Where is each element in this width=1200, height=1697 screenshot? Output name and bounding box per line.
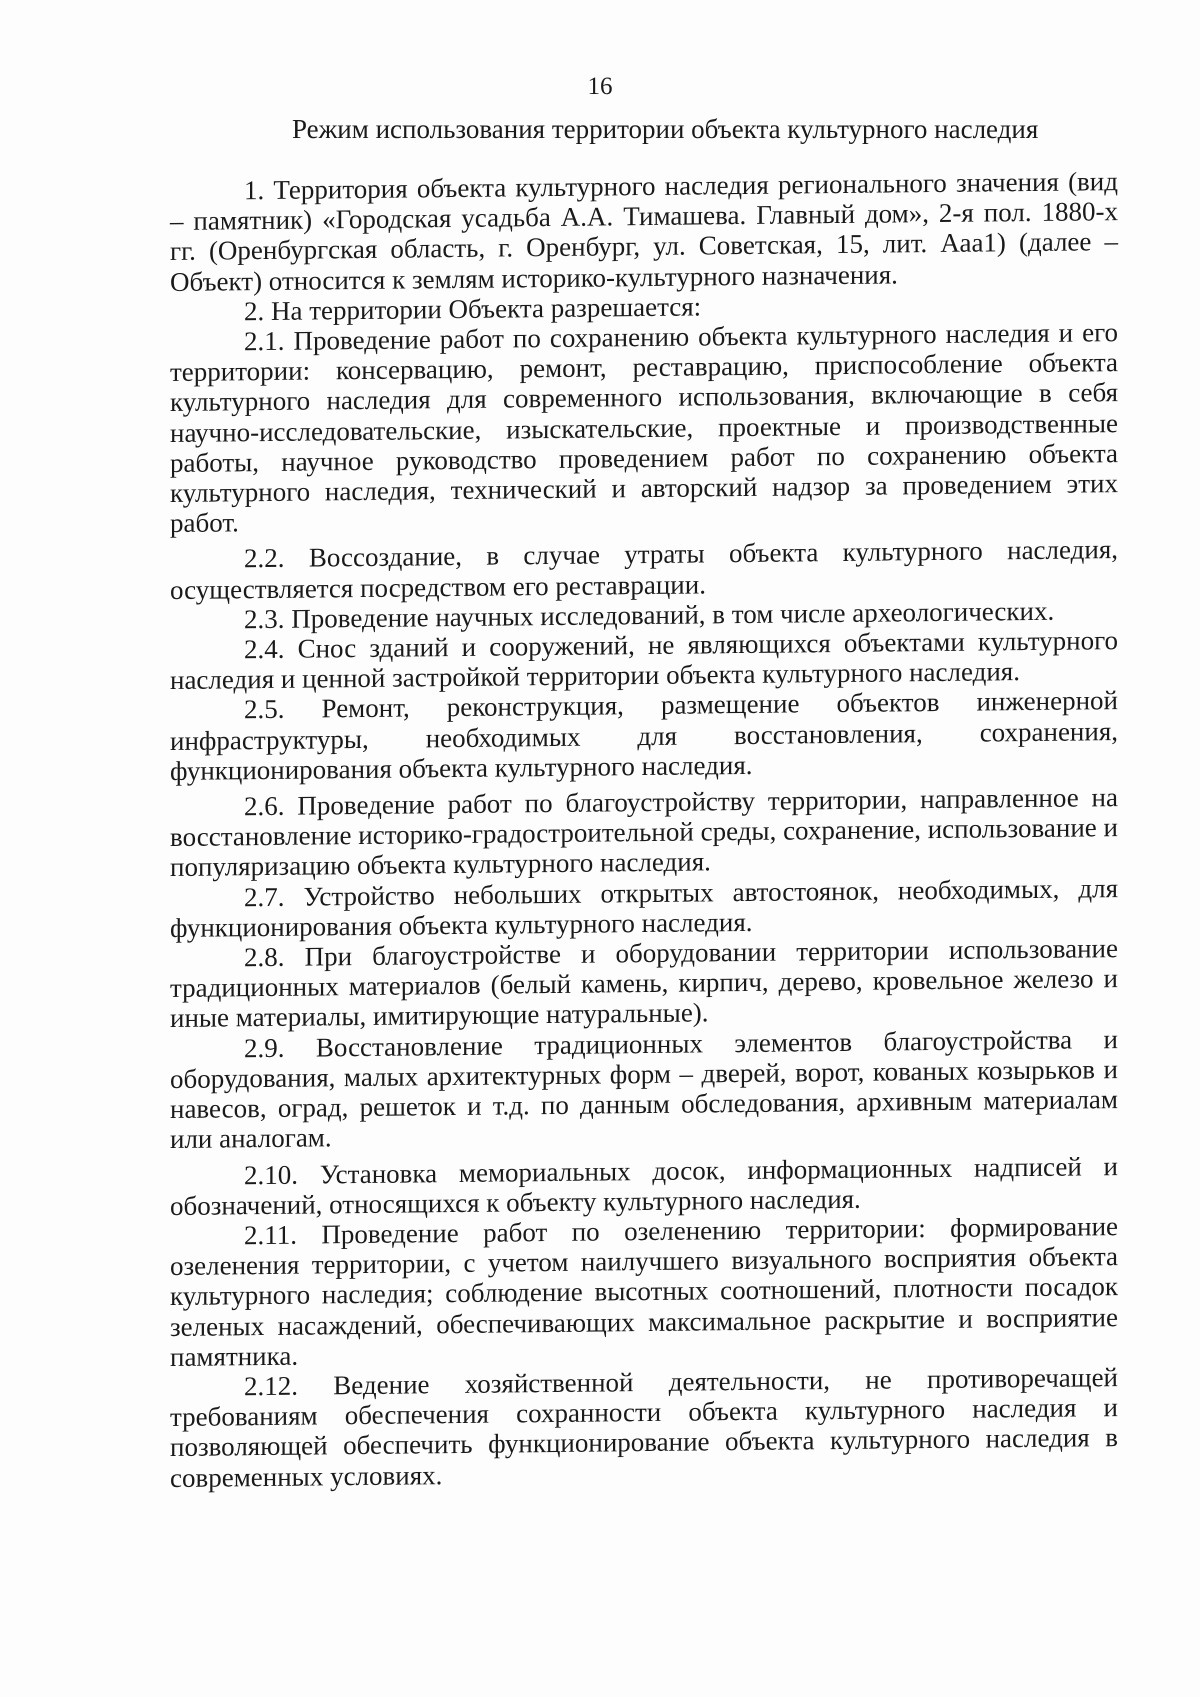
paragraph-2-10: 2.10. Установка мемориальных досок, информационных надписей и обозначений, относящихся к объекту культурного наследия. — [170, 1150, 1118, 1221]
paragraph-2: 2. На территории Объекта разрешается: — [244, 291, 702, 327]
paragraph-1: 1. Территория объекта культурного наследия регионального значения (вид – памятник) «Городская усадьба А.А. Тимашева. Главный дом», 2-я пол. 1880-х гг. (Оренбургская область, г. Оренбург, ул. Советская, 15, лит. Ааа1) (далее – Объект) относится к землям историко-культурного назначения. — [170, 166, 1118, 297]
paragraph-2-2: 2.2. Воссоздание, в случае утраты объекта культурного наследия, осуществляется посредством его реставрации. — [170, 534, 1118, 605]
paragraph-2-8: 2.8. При благоустройстве и оборудовании территории использование традиционных материалов (белый камень, кирпич, дерево, кровельное железо и иные материалы, имитирующие натуральные). — [170, 933, 1118, 1034]
document-body — [170, 166, 1118, 1493]
paragraph-2-11: 2.11. Проведение работ по озеленению территории: формирование озеленения территории, с учетом наилучшего визуального восприятия объекта культурного наследия; соблюдение высотных соотношений, плотности посадок зеленых насаждений, обеспечивающих максимальное раскрытие и восприятие памятника. — [170, 1210, 1118, 1372]
paragraph-2-7: 2.7. Устройство небольших открытых автостоянок, необходимых, для функционирования объекта культурного наследия. — [170, 872, 1118, 943]
paragraph-2-4: 2.4. Снос зданий и сооружений, не являющихся объектами культурного наследия и ценной застройкой территории объекта культурного наследия. — [170, 625, 1118, 696]
paragraph-2-9: 2.9. Восстановление традиционных элементов благоустройства и оборудования, малых архитектурных форм – дверей, ворот, кованых козырьков и навесов, оград, решеток и т.д. по данным обследования, архивным материалам или аналогам. — [170, 1023, 1118, 1155]
paragraph-2-1: 2.1. Проведение работ по сохранению объекта культурного наследия и его территории: консервацию, ремонт, реставрацию, приспособление объекта культурного наследия для современного использования, включающие в себя научно-исследовательские, изыскательские, проектные и производственные работы, научное руководство проведением работ по сохранению объекта культурного наследия, технический и авторский надзор за проведением этих работ. — [170, 317, 1118, 539]
paragraph-2-6: 2.6. Проведение работ по благоустройству территории, направленное на восстановление историко-градостроительной среды, сохранение, использование и популяризацию объекта культурного наследия. — [170, 782, 1118, 883]
paragraph-2-5: 2.5. Ремонт, реконструкция, размещение объектов инженерной инфраструктуры, необходимых для восстановления, сохранения, функционирования объекта культурного наследия. — [170, 685, 1118, 786]
document-title: Режим использования территории объекта культурного наследия — [292, 114, 1039, 144]
paragraph-2-12: 2.12. Ведение хозяйственной деятельности, не противоречащей требованиям обеспечения сохранности объекта культурного наследия и позволяющей обеспечить функционирование объекта культурного наследия в современных условиях. — [170, 1361, 1118, 1493]
page-number: 16 — [587, 73, 613, 100]
paragraph-2-3: 2.3. Проведение научных исследований, в том числе археологических. — [244, 595, 1055, 635]
